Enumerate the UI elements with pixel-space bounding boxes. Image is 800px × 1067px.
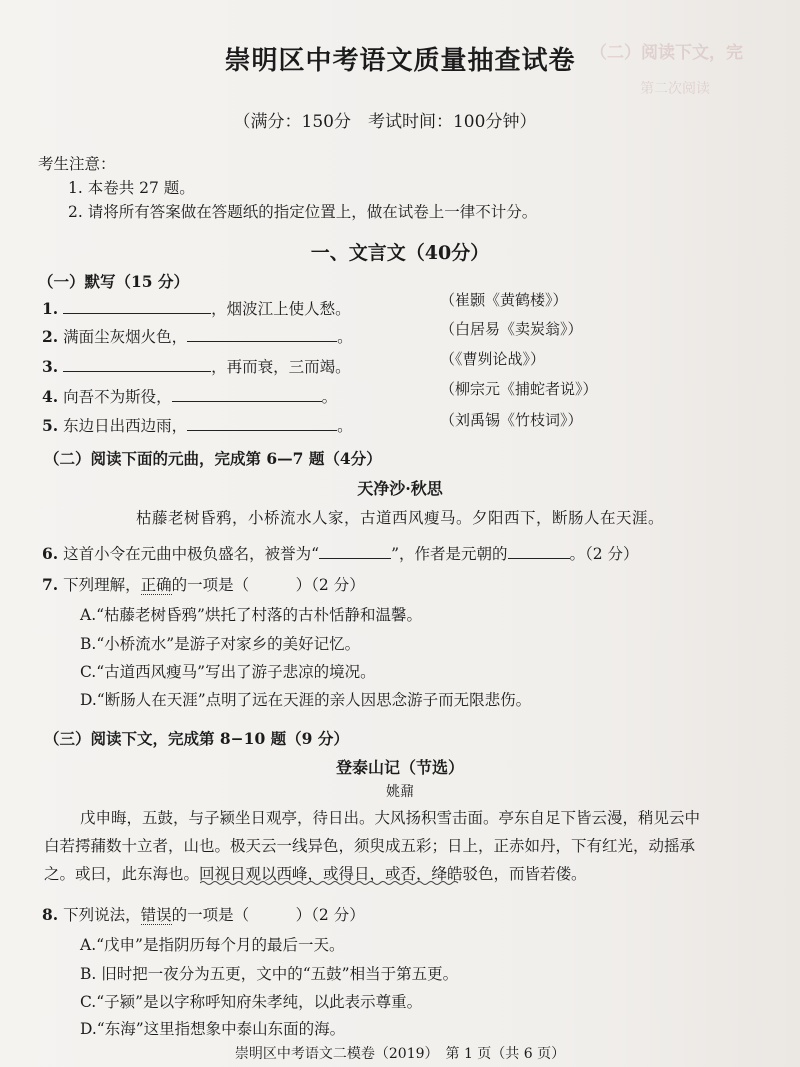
question-text: 这首小令在元曲中极负盛名，被誉为“	[63, 545, 320, 563]
notice-heading: 考生注意：	[38, 155, 116, 173]
question-6	[42, 542, 639, 564]
bleed-through-text: （二）阅读下文，完	[590, 43, 743, 63]
question-source: （《曹刿论战》）	[440, 350, 546, 368]
question-text: ”，作者是元朝的	[391, 545, 508, 563]
question-text: 的一项是（ ）（2 分）	[171, 906, 365, 924]
question-number: 3.	[42, 357, 59, 376]
poem-title: 天净沙·秋思	[357, 479, 443, 498]
emphasis-keyword: 正确	[140, 576, 172, 594]
emphasis-keyword: 错误	[140, 906, 172, 924]
option-d[interactable]: D.“断肠人在天涯”点明了远在天涯的亲人因思念游子而无限悲伤。	[80, 691, 532, 709]
question-4	[42, 385, 337, 407]
question-number: 6.	[42, 544, 59, 563]
question-source: （刘禹锡《竹枝词》）	[440, 411, 583, 429]
answer-blank[interactable]	[63, 357, 211, 372]
exam-subtitle: （满分：150分 考试时间：100分钟）	[233, 112, 537, 132]
poem-text: 枯藤老树昏鸦，小桥流水人家，古道西风瘦马。夕阳西下，断肠人在天涯。	[135, 509, 664, 527]
question-text: 的一项是（ ）（2 分）	[171, 576, 365, 594]
passage-line: 戊申晦，五鼓，与子颍坐日观亭，待日出。大风扬积雪击面。亭东自足下皆云漫，稍见云中	[80, 809, 701, 827]
answer-blank[interactable]	[508, 544, 570, 559]
question-text: ，再而衰，三而竭。	[211, 358, 351, 376]
question-text: 满面尘灰烟火色，	[63, 328, 188, 346]
question-text: 。（2 分）	[569, 545, 639, 563]
question-text: 。	[337, 328, 353, 346]
question-source: （白居易《卖炭翁》）	[440, 320, 583, 338]
passage-line: 之。或曰，此东海也。回视日观以西峰，或得日，或否，绛皓驳色，而皆若偻。	[44, 865, 587, 883]
notice-item: 1. 本卷共 27 题。	[68, 179, 195, 197]
question-text: 下列说法，	[63, 906, 141, 924]
answer-blank[interactable]	[187, 416, 337, 431]
passage-line: 白若摴蒱数十立者，山也。极天云一线异色，须臾成五彩；日上，正赤如丹，下有红光，动摇承	[44, 837, 696, 855]
bleed-through-text: 第二次阅读	[640, 81, 710, 97]
answer-blank[interactable]	[172, 387, 322, 402]
question-text: 。	[337, 417, 353, 435]
question-number: 8.	[42, 905, 59, 924]
question-text: 东边日出西边雨，	[63, 417, 188, 435]
option-a[interactable]: A.“枯藤老树昏鸦”烘托了村落的古朴恬静和温馨。	[80, 606, 422, 624]
option-b[interactable]: B.“小桥流水”是游子对家乡的美好记忆。	[80, 635, 361, 653]
question-text: ，烟波江上使人愁。	[211, 300, 351, 318]
passage-author: 姚鼐	[386, 784, 414, 800]
part-heading: （二）阅读下面的元曲，完成第 6—7 题（4分）	[44, 449, 382, 468]
notice-item: 2. 请将所有答案做在答题纸的指定位置上，做在试卷上一律不计分。	[68, 203, 538, 221]
question-number: 2.	[42, 327, 59, 346]
option-d[interactable]: D.“东海”这里指想象中泰山东面的海。	[80, 1020, 346, 1038]
question-text: 。	[321, 388, 338, 406]
option-a[interactable]: A.“戊申”是指阴历每个月的最后一天。	[80, 936, 345, 954]
question-text: 下列理解，	[63, 576, 141, 594]
option-c[interactable]: C.“子颍”是以字称呼知府朱孝纯，以此表示尊重。	[80, 993, 423, 1011]
question-number: 4.	[42, 387, 59, 406]
question-source: （柳宗元《捕蛇者说》）	[440, 380, 598, 398]
question-number: 7.	[42, 575, 59, 594]
answer-blank[interactable]	[319, 544, 391, 559]
part-heading: （一）默写（15 分）	[38, 272, 189, 291]
question-5	[42, 414, 353, 436]
option-b[interactable]: B. 旧时把一夜分为五更，文中的“五鼓”相当于第五更。	[80, 965, 459, 983]
question-7	[42, 573, 365, 595]
answer-blank[interactable]	[187, 327, 337, 342]
exam-title: 崇明区中考语文质量抽查试卷	[224, 46, 576, 76]
answer-blank[interactable]	[63, 299, 211, 314]
section-heading: 一、文言文（40分）	[310, 242, 490, 264]
question-3	[42, 355, 351, 377]
question-number: 5.	[42, 416, 59, 435]
question-2	[42, 325, 353, 347]
passage-title: 登泰山记（节选）	[335, 758, 464, 777]
option-c[interactable]: C.“古道西风瘦马”写出了游子悲凉的境况。	[80, 663, 376, 681]
question-source: （崔颢《黄鹤楼》）	[440, 291, 568, 309]
question-8	[42, 903, 365, 925]
wavy-underline	[200, 880, 460, 886]
question-1	[42, 297, 351, 319]
question-number: 1.	[42, 299, 59, 318]
page-footer: 崇明区中考语文二模卷（2019） 第 1 页（共 6 页）	[234, 1046, 566, 1062]
part-heading: （三）阅读下文，完成第 8−10 题（9 分）	[44, 729, 349, 748]
question-text: 向吾不为斯役，	[63, 388, 172, 406]
